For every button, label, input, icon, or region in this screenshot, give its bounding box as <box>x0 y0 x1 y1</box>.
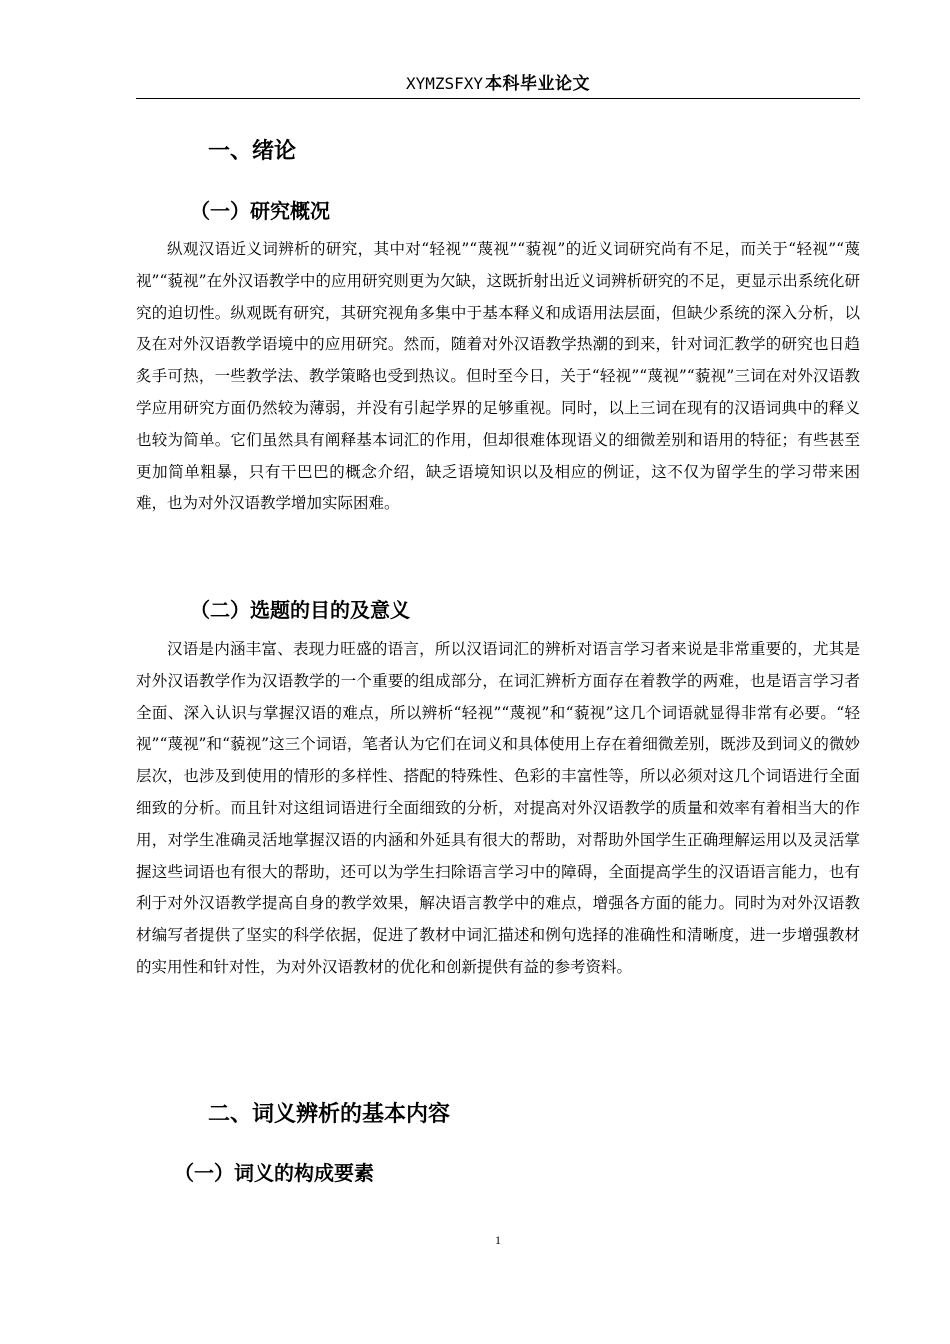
section-heading-purpose-significance: （二）选题的目的及意义 <box>190 598 410 622</box>
chapter-heading-basic-content: 二、词义辨析的基本内容 <box>208 1102 451 1127</box>
section-heading-meaning-elements: （一）词义的构成要素 <box>174 1161 374 1185</box>
chapter-heading-introduction: 一、绪论 <box>208 139 297 164</box>
paragraph-research-overview: 纵观汉语近义词辨析的研究，其中对“轻视”“蔑视”“藐视”的近义词研究尚有不足，而关于“轻视”“蔑视”“藐视”在外汉语教学中的应用研究则更为欠缺，这既折射出近义词辨析研究的不足，更显示出系统化研究的迫切性。纵观既有研究，其研究视角多集中于基本释义和成语用法层面，但缺少系统的深入分析，以及在对外汉语教学语境中的应用研究。然而，随着对外汉语教学热潮的到来，针对词汇教学的研究也日趋炙手可热，一些教学法、教学策略也受到热议。但时至今日，关于“轻视”“蔑视”“藐视”三词在对外汉语教学应用研究方面仍然较为薄弱，并没有引起学界的足够重视。同时，以上三词在现有的汉语词典中的释义也较为简单。它们虽然具有阐释基本词汇的作用，但却很难体现语义的细微差别和语用的特征；有些甚至更加简单粗暴，只有干巴巴的概念介绍，缺乏语境知识以及相应的例证，这不仅为留学生的学习带来困难，也为对外汉语教学增加实际困难。 <box>136 240 860 513</box>
page-number: 1 <box>495 1233 501 1247</box>
paragraph-purpose-significance: 汉语是内涵丰富、表现力旺盛的语言，所以汉语词汇的辨析对语言学习者来说是非常重要的，尤其是对外汉语教学作为汉语教学的一个重要的组成部分，在词汇辨析方面存在着教学的两难，也是语言学习者全面、深入认识与掌握汉语的难点，所以辨析“轻视”“蔑视”和“藐视”这几个词语就显得非常有必要。“轻视”“蔑视”和“藐视”这三个词语，笔者认为它们在词义和具体使用上存在着细微差别，既涉及到词义的微妙层次，也涉及到使用的情形的多样性、搭配的特殊性、色彩的丰富性等，所以必须对这几个词语进行全面细致的分析。而且针对这组词语进行全面细致的分析，对提高对外汉语教学的质量和效率有着相当大的作用，对学生准确灵活地掌握汉语的内涵和外延具有很大的帮助，对帮助外国学生正确理解运用以及灵活掌握这些词语也有很大的帮助，还可以为学生扫除语言学习中的障碍，全面提高学生的汉语语言能力，也有利于对外汉语教学提高自身的教学效果，解决语言教学中的难点，增强各方面的能力。同时为对外汉语教材编写者提供了坚实的科学依据，促进了教材中词汇描述和例句选择的准确性和清晰度，进一步增强教材的实用性和针对性，为对外汉语教材的优化和创新提供有益的参考资料。 <box>136 640 860 976</box>
header-code: XYMZSFXY <box>405 74 484 93</box>
header-rule <box>136 98 860 99</box>
header-title: 本科毕业论文 <box>485 74 591 94</box>
section-heading-research-overview: （一）研究概况 <box>190 199 330 223</box>
running-header <box>136 70 860 98</box>
